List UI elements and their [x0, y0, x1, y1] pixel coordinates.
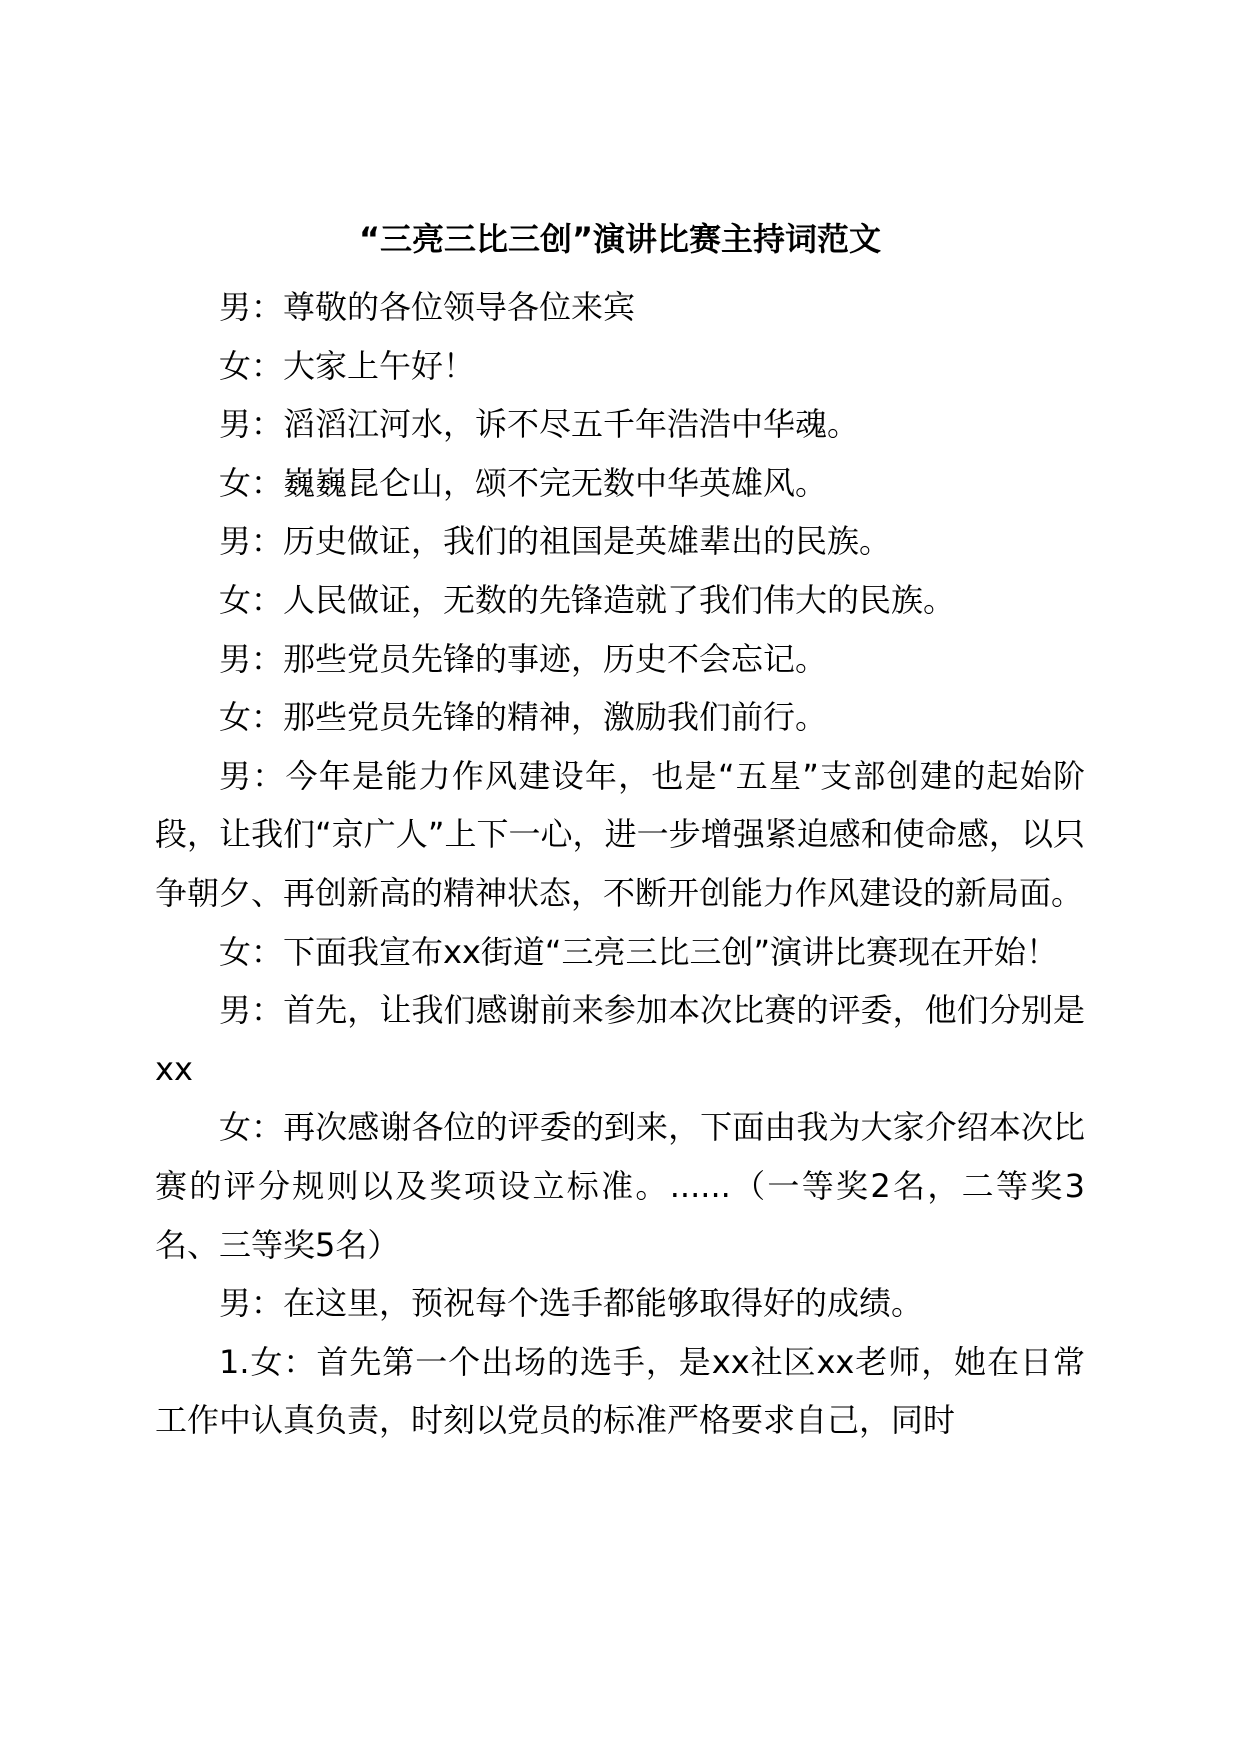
paragraph: 女：巍巍昆仑山，颂不完无数中华英雄风。: [219, 463, 828, 502]
paragraph: 女：再次感谢各位的评委的到来，下面由我为大家介绍本次比赛的评分规则以及奖项设立标准。......（一等奖2名，二等奖3名、三等奖5名）: [155, 1108, 1085, 1264]
paragraph: 女：那些党员先锋的精神，激励我们前行。: [219, 698, 828, 737]
paragraph: 男：首先，让我们感谢前来参加本次比赛的评委，他们分别是xx: [155, 991, 1085, 1088]
paragraph: 男：在这里，预祝每个选手都能够取得好的成绩。: [219, 1284, 924, 1323]
paragraph: 男：历史做证，我们的祖国是英雄辈出的民族。: [219, 522, 892, 561]
paragraph: 女：人民做证，无数的先锋造就了我们伟大的民族。: [219, 580, 956, 619]
document-title: “三亮三比三创”演讲比赛主持词范文: [358, 220, 882, 258]
paragraph: 男：那些党员先锋的事迹，历史不会忘记。: [219, 639, 828, 678]
paragraph: 1.女：首先第一个出场的选手，是xx社区xx老师，她在日常工作中认真负责，时刻以党员的标准严格要求自己，同时: [155, 1342, 1085, 1440]
document-body: [155, 278, 1085, 1450]
paragraph: 男：滔滔江河水，诉不尽五千年浩浩中华魂。: [219, 405, 860, 444]
paragraph: 男：尊敬的各位领导各位来宾: [219, 288, 636, 326]
paragraph: 女：下面我宣布xx街道“三亮三比三创”演讲比赛现在开始！: [219, 932, 1059, 971]
paragraph: 女：大家上午好！: [219, 346, 476, 385]
paragraph: 男：今年是能力作风建设年，也是“五星”支部创建的起始阶段，让我们“京广人”上下一心，进一步增强紧迫感和使命感，以只争朝夕、再创新高的精神状态，不断开创能力作风建设的新局面。: [155, 756, 1085, 912]
